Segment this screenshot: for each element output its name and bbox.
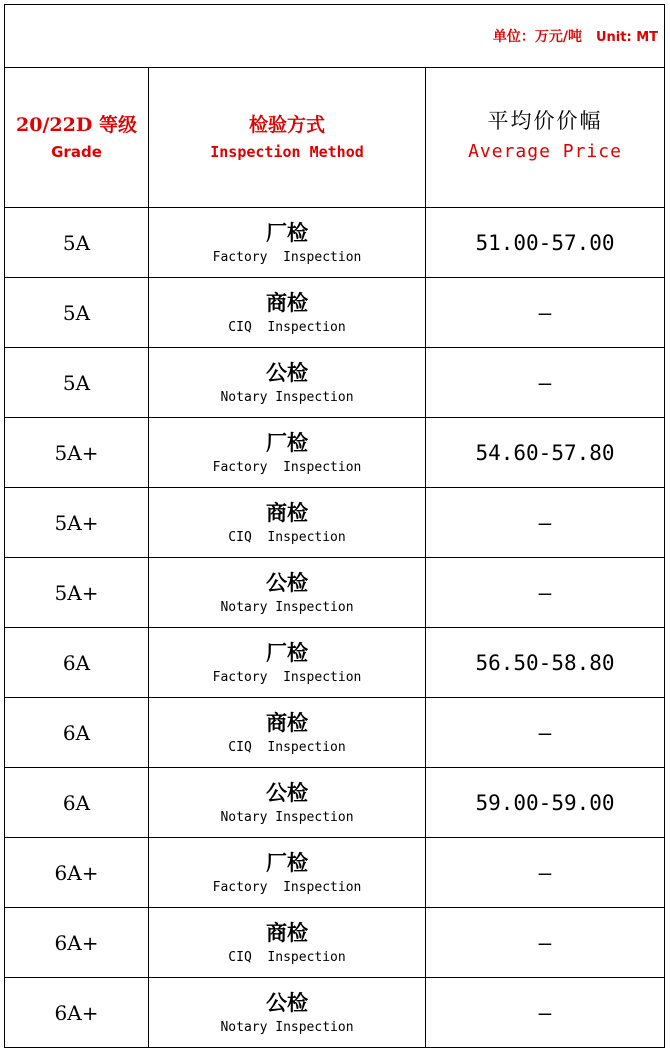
table-row (5, 488, 665, 558)
header-price-en: Average Price (468, 140, 622, 162)
method-cell (149, 488, 426, 558)
table-row (5, 558, 665, 628)
header-price-cn: 平均价价幅 (487, 108, 603, 133)
method-cell (149, 908, 426, 978)
method-en: Notary Inspection (220, 599, 354, 615)
grade-cell (5, 418, 149, 488)
header-row (5, 68, 665, 208)
grade-cell (5, 278, 149, 348)
price-cell (426, 768, 665, 838)
grade-cell (5, 908, 149, 978)
price-cell (426, 278, 665, 348)
method-en: CIQ Inspection (228, 319, 346, 335)
price-cell (426, 558, 665, 628)
table-row (5, 348, 665, 418)
price-cell (426, 628, 665, 698)
method-cell (149, 348, 426, 418)
header-grade (5, 68, 149, 208)
method-en: Factory Inspection (212, 249, 362, 265)
method-cell (149, 838, 426, 908)
method-en: CIQ Inspection (228, 529, 346, 545)
price-value: 56.50-58.80 (475, 650, 615, 675)
method-cell (149, 698, 426, 768)
grade-value: 6A+ (54, 1000, 99, 1025)
price-value: — (538, 1000, 552, 1025)
method-en: CIQ Inspection (228, 739, 346, 755)
table-row (5, 838, 665, 908)
price-cell (426, 208, 665, 278)
price-table (4, 4, 665, 1048)
price-cell (426, 908, 665, 978)
price-cell (426, 978, 665, 1048)
price-cell (426, 418, 665, 488)
grade-value: 6A (62, 650, 91, 675)
method-cn: 公检 (266, 989, 308, 1015)
grade-cell (5, 558, 149, 628)
grade-cell (5, 208, 149, 278)
method-cn: 厂检 (266, 429, 308, 455)
price-cell (426, 488, 665, 558)
method-cn: 公检 (266, 569, 308, 595)
price-cell (426, 698, 665, 768)
table-row (5, 278, 665, 348)
price-value: 59.00-59.00 (475, 790, 615, 815)
unit-label-cn: 单位：万元/吨 (492, 29, 582, 45)
method-en: CIQ Inspection (228, 949, 346, 965)
method-cn: 商检 (266, 919, 308, 945)
method-cn: 商检 (266, 499, 308, 525)
grade-cell (5, 488, 149, 558)
grade-cell (5, 838, 149, 908)
grade-value: 5A+ (54, 440, 99, 465)
price-value: — (538, 930, 552, 955)
header-price (426, 68, 665, 208)
header-method-en: Inspection Method (210, 142, 364, 161)
price-value: — (538, 720, 552, 745)
method-cell (149, 208, 426, 278)
header-method (149, 68, 426, 208)
price-table-body (5, 5, 665, 1048)
price-value: — (538, 300, 552, 325)
price-cell (426, 348, 665, 418)
table-row (5, 628, 665, 698)
header-grade-en: Grade (51, 142, 102, 161)
price-value: 51.00-57.00 (475, 230, 615, 255)
price-cell (426, 838, 665, 908)
grade-cell (5, 628, 149, 698)
method-cn: 厂检 (266, 639, 308, 665)
unit-label-en: Unit: MT (596, 30, 659, 45)
grade-value: 5A+ (54, 580, 99, 605)
grade-value: 5A (62, 370, 91, 395)
method-cn: 公检 (266, 359, 308, 385)
header-method-cn: 检验方式 (248, 113, 325, 136)
grade-value: 5A (62, 230, 91, 255)
grade-value: 6A+ (54, 860, 99, 885)
table-row (5, 978, 665, 1048)
grade-cell (5, 768, 149, 838)
method-en: Notary Inspection (220, 1019, 354, 1035)
method-en: Factory Inspection (212, 669, 362, 685)
grade-cell (5, 348, 149, 418)
price-value: 54.60-57.80 (475, 440, 615, 465)
method-cell (149, 628, 426, 698)
grade-value: 6A (62, 790, 91, 815)
table-row (5, 418, 665, 488)
grade-value: 6A+ (54, 930, 99, 955)
method-cn: 商检 (266, 709, 308, 735)
method-cell (149, 768, 426, 838)
method-en: Notary Inspection (220, 809, 354, 825)
method-en: Factory Inspection (212, 459, 362, 475)
method-cell (149, 278, 426, 348)
grade-value: 5A+ (54, 510, 99, 535)
table-row (5, 908, 665, 978)
unit-cell (5, 5, 665, 68)
method-cn: 厂检 (266, 219, 308, 245)
unit-row (5, 5, 665, 68)
table-row (5, 208, 665, 278)
table-row (5, 768, 665, 838)
price-value: — (538, 510, 552, 535)
method-cell (149, 558, 426, 628)
grade-value: 5A (62, 300, 91, 325)
method-cell (149, 978, 426, 1048)
price-value: — (538, 860, 552, 885)
method-en: Factory Inspection (212, 879, 362, 895)
price-value: — (538, 580, 552, 605)
method-cn: 公检 (266, 779, 308, 805)
method-cn: 厂检 (266, 849, 308, 875)
method-en: Notary Inspection (220, 389, 354, 405)
grade-cell (5, 698, 149, 768)
table-row (5, 698, 665, 768)
header-grade-cn: 20/22D 等级 (16, 113, 137, 136)
grade-cell (5, 978, 149, 1048)
price-value: — (538, 370, 552, 395)
method-cn: 商检 (266, 289, 308, 315)
method-cell (149, 418, 426, 488)
grade-value: 6A (62, 720, 91, 745)
